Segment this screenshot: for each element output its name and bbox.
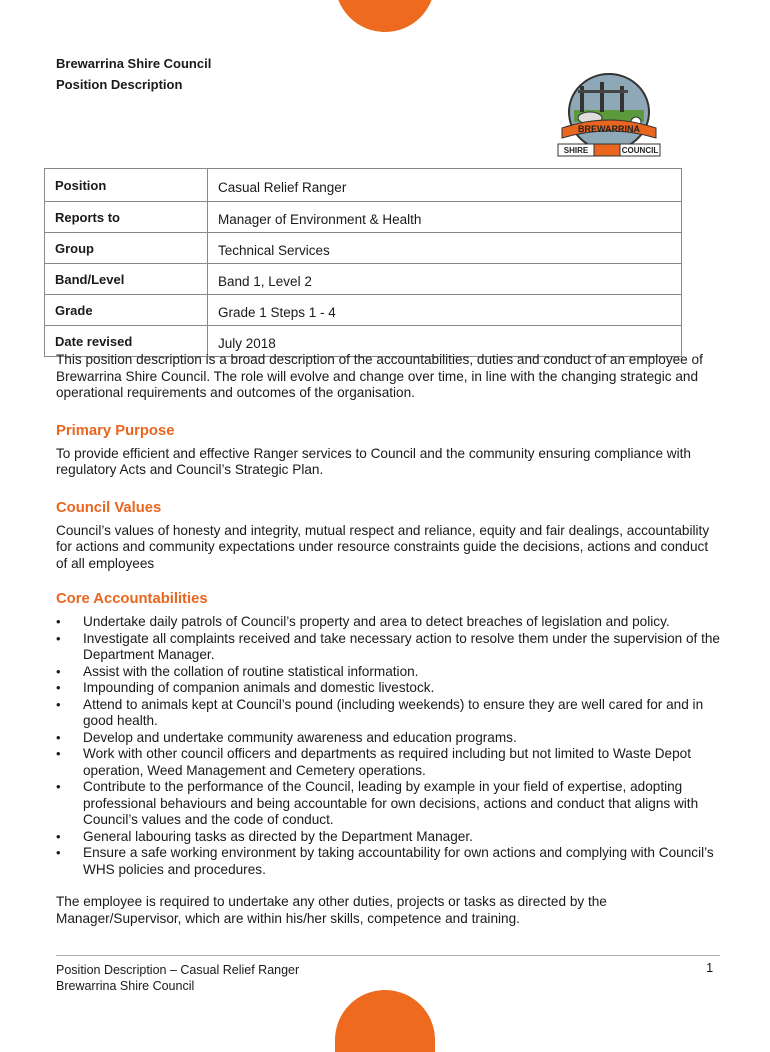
footer-title: Position Description – Casual Relief Ranger — [56, 963, 300, 977]
row-value: Grade 1 Steps 1 - 4 — [208, 295, 682, 326]
core-accountabilities-heading: Core Accountabilities — [56, 591, 208, 607]
row-key: Group — [45, 233, 208, 264]
council-logo — [550, 72, 668, 162]
row-value: Manager of Environment & Health — [208, 202, 682, 233]
list-item: • Contribute to the performance of the Council, leading by example in your field of expertise, adopting professional behaviours and being accountable for own decisions, actions and conduct that aligns with Council’s values and the code of conduct. — [56, 779, 721, 829]
council-values-text: Council’s values of honesty and integrity, mutual respect and reliance, equity and fair dealings, accountability for actions and community expectations under resource constraints guide the decisions, actions and conduct of all employees — [56, 522, 710, 571]
primary-purpose-heading: Primary Purpose — [56, 422, 175, 439]
page-footer — [56, 962, 299, 994]
document-body — [56, 352, 721, 927]
intro-paragraph: This position description is a broad description of the accountabilities, duties and conduct of an employee of Brewarrina Shire Council. The role will evolve and change over time, in line with the changing strategic and operational requirements and outcomes of the organisation. — [56, 352, 703, 400]
table-row — [45, 169, 682, 202]
list-item: • Investigate all complaints received and take necessary action to resolve them under the supervision of the Department Manager. — [56, 631, 721, 664]
list-item: • Attend to animals kept at Council’s pound (including weekends) to ensure they are well cared for and in good health. — [56, 697, 721, 730]
document-type: Position Description — [56, 77, 183, 92]
row-value: Band 1, Level 2 — [208, 264, 682, 295]
list-item: • Assist with the collation of routine statistical information. — [56, 664, 721, 681]
logo-title-text: BREWARRINA — [578, 124, 640, 134]
footer-org: Brewarrina Shire Council — [56, 979, 195, 993]
row-key: Date revised — [45, 326, 208, 357]
top-decorative-tab — [335, 0, 435, 32]
page-number: 1 — [706, 960, 714, 975]
list-item: • General labouring tasks as directed by the Department Manager. — [56, 829, 721, 846]
row-value: July 2018 — [208, 326, 682, 357]
list-item: • Undertake daily patrols of Council’s property and area to detect breaches of legislation and policy. — [56, 614, 721, 631]
position-info-table — [44, 168, 682, 357]
logo-right-text: COUNCIL — [621, 146, 659, 155]
row-key: Band/Level — [45, 264, 208, 295]
footer-divider — [56, 955, 720, 956]
organisation-name: Brewarrina Shire Council — [56, 56, 212, 71]
accountabilities-list — [56, 614, 721, 878]
logo-left-text: SHIRE — [563, 146, 589, 155]
table-row — [45, 202, 682, 233]
list-item: • Ensure a safe working environment by taking accountability for own actions and complying with Council’s WHS policies and procedures. — [56, 845, 721, 878]
row-value: Technical Services — [208, 233, 682, 264]
list-item: • Develop and undertake community awareness and education programs. — [56, 730, 721, 747]
closing-paragraph: The employee is required to undertake any other duties, projects or tasks as directed by the Manager/Supervisor, which are within his/her skills, competence and training. — [56, 894, 607, 926]
table-row — [45, 264, 682, 295]
list-item: • Work with other council officers and departments as required including but not limited to Waste Depot operation, Weed Management and Cemetery operations. — [56, 746, 721, 779]
bottom-decorative-tab — [335, 990, 435, 1052]
document-header — [56, 53, 211, 95]
table-row — [45, 295, 682, 326]
list-item: • Impounding of companion animals and domestic livestock. — [56, 680, 721, 697]
row-key: Grade — [45, 295, 208, 326]
row-key: Reports to — [45, 202, 208, 233]
primary-purpose-text: To provide efficient and effective Ranger services to Council and the community ensuring compliance with regulatory Acts and Council’s Strategic Plan. — [56, 445, 691, 477]
row-value: Casual Relief Ranger — [208, 169, 682, 202]
council-values-heading: Council Values — [56, 499, 162, 516]
table-row — [45, 233, 682, 264]
row-key: Position — [45, 169, 208, 202]
